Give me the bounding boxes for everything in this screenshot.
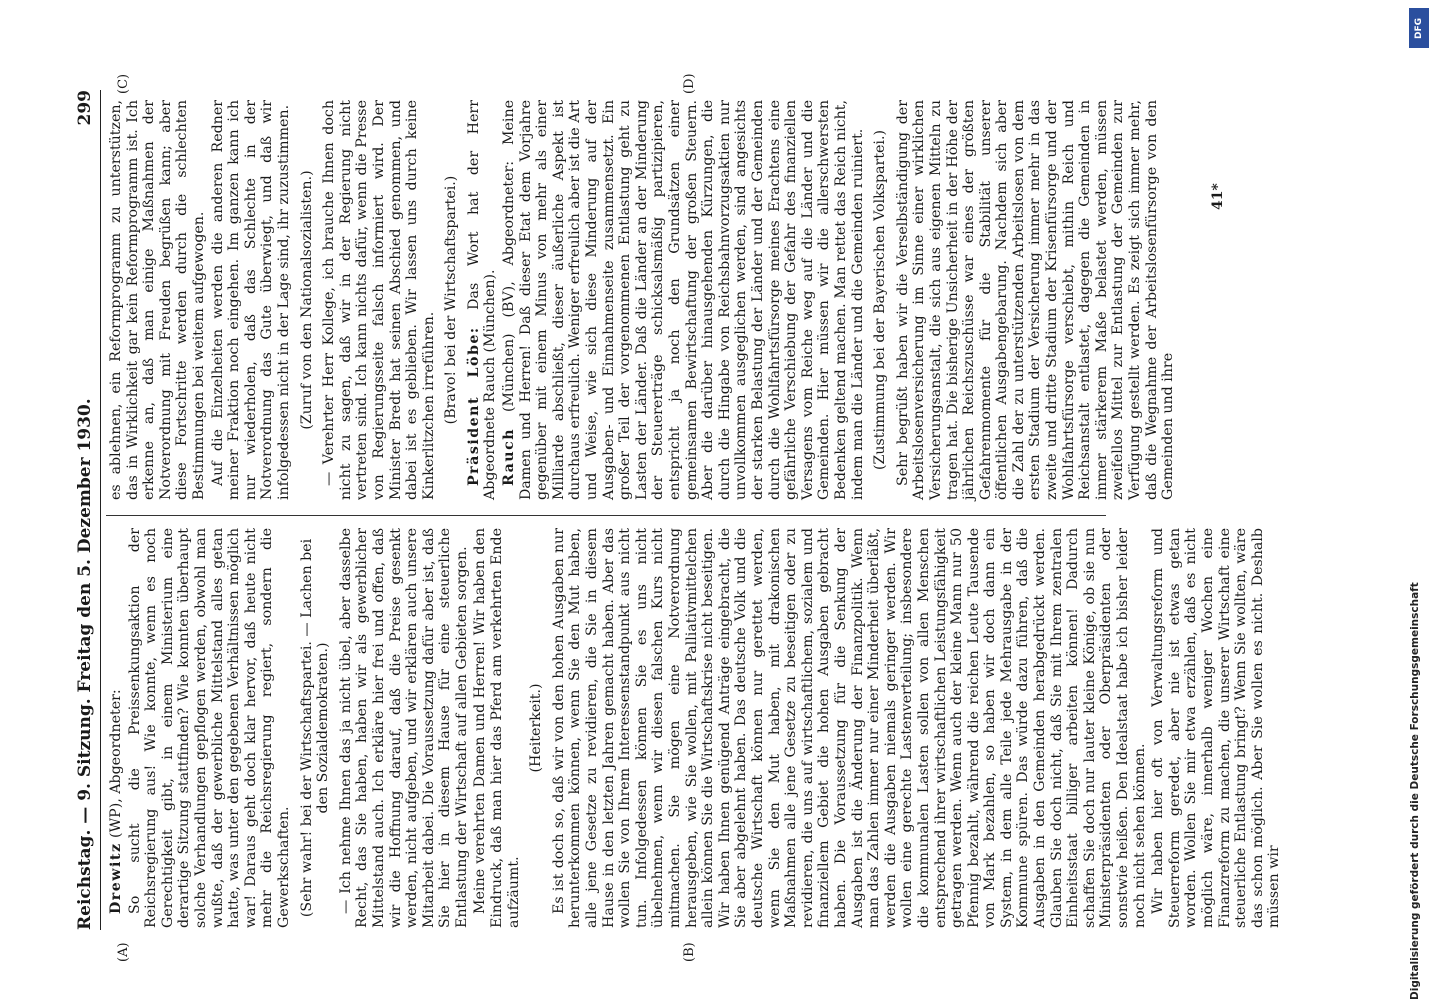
interjection: (Sehr wahr! bei der Wirtschaftspartei. — Lachen bei den Sozialdemokraten.) bbox=[298, 538, 332, 918]
margin-marker-a: (A) bbox=[116, 942, 131, 962]
margin-marker-c: (C) bbox=[116, 73, 131, 94]
body-paragraph: Meine verehrten Damen und Herren! Wir haben den Eindruck, daß man hier das Pferd am verkehrten Ende aufzäumt. bbox=[472, 528, 522, 928]
page-content bbox=[60, 73, 1400, 962]
speaker-text: (WP), Abgeordneter: bbox=[108, 689, 124, 843]
speaker-name: Präsident Löbe: bbox=[465, 326, 482, 486]
interjection: (Heiterkeit.) bbox=[528, 683, 545, 773]
interjection: (Zustimmung bei der Bayerischen Volkspartei.) bbox=[872, 129, 889, 471]
margin-marker-b: (B) bbox=[682, 942, 697, 962]
body-paragraph: So sucht die Preissenkungsaktion der Reichsregierung aus! Wie konnte, wenn es noch Gerechtigkeit gibt, in einem Ministerium eine derartige Sitzung stattfinden? Wie konnten überhaupt solche Verhandlungen gepflogen werden, obwohl man wußte, daß der gewerbliche Mittelstand alles getan hatte, was unter den gegebenen Verhältnissen möglich war! Daraus geht doch klar hervor, daß heute nicht mehr die Reichsregierung regiert, sondern die Gewerkschaften. bbox=[126, 528, 292, 928]
speaker-paragraph bbox=[501, 100, 866, 500]
left-column bbox=[108, 528, 1285, 928]
body-paragraph: es ablehnen, ein Reformprogramm zu unterstützen, das in Wirklichkeit gar kein Reformprogramm ist. Ich erkenne an, daß man einige Maßnahmen der Notverordnung mit Freuden begrüßen kann; aber diese Fortschritte werden durch die schlechten Bestimmungen bei weitem aufgewogen. bbox=[108, 100, 207, 500]
margin-marker-d: (D) bbox=[682, 73, 697, 94]
president-paragraph bbox=[466, 100, 499, 500]
column-divider bbox=[106, 515, 1106, 516]
speaker-paragraph bbox=[108, 528, 125, 928]
speaker-name: Rauch bbox=[501, 427, 518, 486]
dfg-margin bbox=[1405, 0, 1433, 1000]
body-paragraph: — Ich nehme Ihnen das ja nicht übel, aber dasselbe Recht, das Sie haben, haben wir als gewerblicher Mittelstand auch. Ich erkläre hier frei und offen, daß wir die Hoffnung darauf, daß die Preise gesenkt werden, nicht aufgeben, und wir erklären auch unsere Mitarbeit dabei. Die Voraussetzung dafür aber ist, daß Sie hier in diesem Hause für eine steuerliche Entlastung der Wirtschaft auf allen Gebieten sorgen. bbox=[337, 528, 470, 928]
interjection: (Zuruf von den Nationalsozialisten.) bbox=[298, 170, 315, 430]
body-paragraph: Es ist doch so, daß wir von den hohen Ausgaben nur herunterkommen können, wenn Sie den Mut haben, alle jene Gesetze zu revidieren, die Sie in diesem Hause in den letzten Jahren gemacht haben. Aber das wollen Sie von Ihrem Interessenstandpunkt aus nicht tun. Infolgedessen können Sie es uns nicht übelnehmen, wenn wir diesen falschen Kurs nicht mitmachen. Sie mögen eine Notverordnung herausgeben, wie Sie wollen, mit Palliativmittelchen allein können Sie die Wirtschaftskrise nicht beseitigen. Wir haben Ihnen genügend Anträge eingebracht, die Sie aber abgelehnt haben. Das deutsche Volk und die deutsche Wirtschaft können nur gerettet werden, wenn Sie den Mut haben, mit drakonischen Maßnahmen alle jene Gesetze zu beseitigen oder zu revidieren, die uns auf wirtschaftlichem, sozialem und finanziellem Gebiet die hohen Ausgaben gebracht haben. Die Voraussetzung für die Senkung der Ausgaben ist die Änderung der Finanzpolitik. Wenn man das Zahlen immer nur einer Minderheit überläßt, werden die Ausgaben niemals geringer werden. Wir wollen eine gerechte Lastenverteilung; insbesondere die kommunalen Lasten sollen von allen Menschen entsprechend ihrer wirtschaftlichen Leistungsfähigkeit getragen werden. Wenn auch der kleine Mann nur 50 Pfennig bezahlt, während die reichen Leute Tausende von Mark bezahlen, so haben wir doch dann ein System, in dem alle Teile jede Mehrausgabe in der Kommune spüren. Das würde dazu führen, daß die Ausgaben in den Gemeinden herabgedrückt werden. Glauben Sie doch nicht, daß Sie mit Ihrem zentralen Einheitsstaat billiger arbeiten können! Dadurch schaffen Sie doch nur lauter kleine Könige, ob sie nun Ministerpräsidenten oder Oberpräsidenten oder sonstwie heißen. Den Idealstaat habe ich bisher leider noch nicht sehen können. bbox=[550, 528, 1148, 928]
speaker-text: (München) (BV), Abgeordneter: Meine Damen und Herren! Daß dieser Etat dem Vorjahre gegenüber mit einem Minus von mehr als einer Milliarde abschließt, dieser äußerliche Aspekt ist durchaus erfreulich. Weniger erfreulich aber ist die Art und Weise, wie sich diese Minderung auf der Ausgaben- und Einnahmenseite zusammensetzt. Ein großer Teil der vorgenommenen Entlastung geht zu Lasten der Länder. Daß die Länder an der Minderung der Steuererträge schicksalsmäßig partizipieren, entspricht ja noch den Grundsätzen einer gemeinsamen Bewirtschaftung der großen Steuern. Aber die darüber hinausgehenden Kürzungen, die durch die Hingabe von Reichsbahnvorzugsaktien nur unvollkommen ausgeglichen werden, sind angesichts der starken Belastung der Länder und der Gemeinden durch die Wohlfahrtsfürsorge meines Erachtens eine gefährliche Verschiebung der Gefahr des finanziellen Versagens vom Reiche weg auf die Länder und die Gemeinden. Hier müssen wir die allerschwersten Bedenken geltend machen. Man rettet das Reich nicht, indem man die Länder und die Gemeinden ruiniert. bbox=[501, 100, 866, 500]
header-title: Reichstag. — 9. Sitzung. Freitag den 5. Dezember 1930. bbox=[75, 398, 95, 930]
body-paragraph: Wir haben hier oft von Verwaltungsreform und Steuerreform geredet, aber nie ist etwas getan worden. Wollen Sie mir etwa erzählen, daß es nicht möglich wäre, innerhalb weniger Wochen eine Finanzreform zu machen, die unserer Wirtschaft eine steuerliche Entlastung bringt? Wenn Sie wollten, wäre das schon möglich. Aber Sie wollen es nicht. Deshalb müssen wir bbox=[1150, 528, 1283, 928]
speaker-name: Drewitz bbox=[108, 842, 124, 914]
speaker-text: Das Wort hat der Herr Abgeordnete Rauch (München). bbox=[465, 100, 499, 500]
signature-mark: 41* bbox=[1210, 183, 1226, 210]
scanned-page bbox=[60, 73, 1400, 962]
page-number: 299 bbox=[75, 90, 95, 126]
body-paragraph: Auf die Einzelheiten werden die anderen Redner meiner Fraktion noch eingehen. Im ganzen kann ich nur wiederholen, daß das Schlechte in der Notverordnung das Gute überwiegt, und daß wir infolgedessen nicht in der Lage sind, ihr zuzustimmen. bbox=[209, 100, 292, 500]
body-paragraph: — Verehrter Herr Kollege, ich brauche Ihnen doch nicht zu sagen, daß wir in der Regierung nicht vertreten sind. Ich kann nichts dafür, wenn die Presse von Regierungsseite falsch informiert wird. Der Minister Bredt hat seinen Abschied genommen, und dabei ist es geblieben. Wir lassen uns durch keine Kinkerlitzchen irreführen. bbox=[321, 100, 437, 500]
interjection: (Bravo! bei der Wirtschaftspartei.) bbox=[443, 175, 460, 425]
running-header bbox=[72, 90, 98, 930]
body-paragraph: Sehr begrüßt haben wir die Verselbständigung der Arbeitslosenversicherung im Sinne einer wirklichen Versicherungsanstalt, die sich aus eigenen Mitteln zu tragen hat. Die bisherige Unsicherheit in der Höhe der jährlichen Reichszuschüsse war eines der größten Gefahrenmomente für die Stabilität unserer öffentlichen Ausgabengebarung. Nachdem sich aber die Zahl der zu unterstützenden Arbeitslosen von dem ersten Stadium der Versicherung immer mehr in das zweite und dritte Stadium der Krisenfürsorge und der Wohlfahrtsfürsorge verschiebt, mithin Reich und Reichsanstalt entlastet, dagegen die Gemeinden in immer stärkerem Maße belastet werden, müssen zweifellos Mittel zur Entlastung der Gemeinden zur Verfügung gestellt werden. Es zeigt sich immer mehr, daß die Wegnahme der Arbeitslosenfürsorge von den Gemeinden und ihre bbox=[894, 100, 1177, 500]
header-rule bbox=[100, 90, 101, 930]
dfg-credit-text: Digitalisierung gefördert durch die Deutsche Forschungsgemeinschaft bbox=[1409, 582, 1421, 1000]
right-column bbox=[108, 100, 1179, 500]
dfg-logo: DFG bbox=[1409, 8, 1429, 48]
